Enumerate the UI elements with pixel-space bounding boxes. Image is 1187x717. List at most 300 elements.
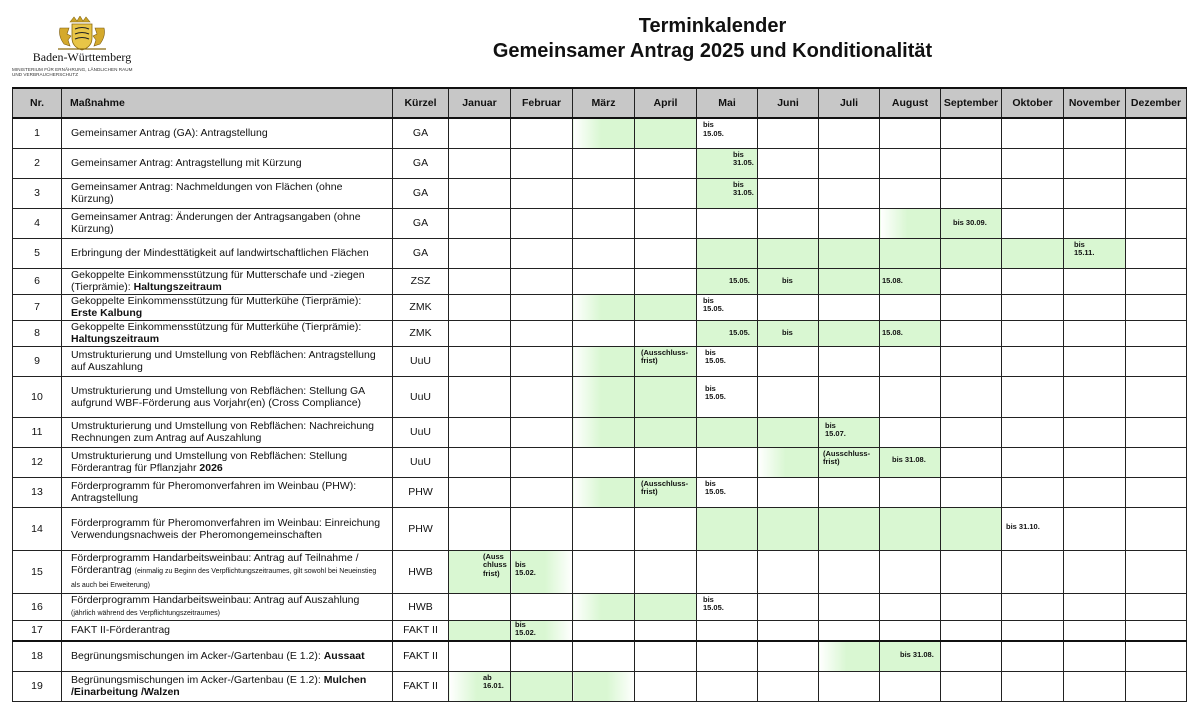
table-row [13, 346, 1187, 376]
month-cell [449, 447, 511, 477]
month-cell [1064, 208, 1126, 238]
month-cell [819, 238, 880, 268]
month-cell [1126, 641, 1187, 671]
month-cell [697, 477, 758, 507]
month-cell [635, 507, 697, 550]
massnahme-note: (jährlich während des Verpflichtungszeitraumes) [71, 609, 221, 617]
month-cell [1064, 620, 1126, 641]
month-cell [511, 320, 573, 346]
date-label: (Auss chluss frist) [483, 551, 507, 578]
header-month-juni: Juni [758, 88, 819, 118]
table-row [13, 376, 1187, 417]
month-cell [511, 178, 573, 208]
month-cell [449, 550, 511, 593]
month-cell [1064, 550, 1126, 593]
date-label: (Ausschluss- frist) [641, 347, 689, 365]
massnahme-cell [62, 671, 393, 701]
massnahme-cell [62, 447, 393, 477]
month-cell [880, 294, 941, 320]
month-cell [635, 641, 697, 671]
table-row [13, 550, 1187, 593]
date-label: bis 15.05. [703, 594, 724, 612]
row-number: 12 [13, 447, 62, 477]
month-cell [449, 671, 511, 701]
month-cell [573, 238, 635, 268]
date-label: bis 31.08. [900, 650, 934, 659]
header-month-juli: Juli [819, 88, 880, 118]
row-number: 10 [13, 376, 62, 417]
kuerzel-cell: UuU [393, 346, 449, 376]
month-cell [880, 447, 941, 477]
date-label: bis 15.05. [703, 120, 724, 138]
date-label: bis 15.05. [703, 295, 724, 313]
month-cell [758, 417, 819, 447]
row-number: 18 [13, 641, 62, 671]
month-cell [880, 417, 941, 447]
coat-of-arms-icon [56, 16, 108, 54]
month-cell [449, 148, 511, 178]
month-cell [1126, 238, 1187, 268]
month-cell [819, 346, 880, 376]
month-cell [697, 238, 758, 268]
massnahme-cell [62, 550, 393, 593]
month-cell [880, 593, 941, 620]
month-cell [880, 550, 941, 593]
month-cell [1064, 148, 1126, 178]
month-cell [941, 208, 1002, 238]
month-cell [880, 238, 941, 268]
massnahme-text: Gemeinsamer Antrag: Nachmeldungen von Flächen (ohne Kürzung) [71, 181, 343, 205]
massnahme-cell [62, 477, 393, 507]
massnahme-text: Gekoppelte Einkommensstützung für Mutterkühe (Tierprämie): [71, 295, 362, 307]
massnahme-cell [62, 417, 393, 447]
month-cell [941, 294, 1002, 320]
date-label: bis 31.05. [733, 149, 754, 167]
month-cell [635, 593, 697, 620]
ministry-logo [8, 16, 168, 86]
month-cell [819, 417, 880, 447]
month-cell [1064, 671, 1126, 701]
month-cell [697, 550, 758, 593]
month-cell [697, 671, 758, 701]
month-cell [449, 417, 511, 447]
header-month-dezember: Dezember [1126, 88, 1187, 118]
kuerzel-cell: ZSZ [393, 268, 449, 294]
date-label: (Ausschluss- frist) [641, 478, 689, 496]
month-cell [819, 641, 880, 671]
month-cell [819, 593, 880, 620]
month-cell [511, 294, 573, 320]
month-cell [1126, 550, 1187, 593]
month-cell [1126, 447, 1187, 477]
massnahme-cell [62, 507, 393, 550]
month-cell [1002, 238, 1064, 268]
month-cell [758, 620, 819, 641]
month-cell [1002, 641, 1064, 671]
month-cell [758, 550, 819, 593]
month-cell [1064, 346, 1126, 376]
month-cell [511, 208, 573, 238]
massnahme-cell [62, 346, 393, 376]
table-row [13, 447, 1187, 477]
month-cell [635, 550, 697, 593]
massnahme-bold-text: 2026 [199, 462, 223, 474]
month-cell [635, 294, 697, 320]
month-cell [758, 294, 819, 320]
date-label: bis 15.11. [1074, 239, 1095, 257]
header-nr: Nr. [13, 88, 62, 118]
month-cell [573, 208, 635, 238]
massnahme-text: Förderprogramm für Pheromonverfahren im Weinbau (PHW): Antragstellung [71, 480, 357, 504]
month-cell [697, 447, 758, 477]
month-cell [819, 118, 880, 148]
table-row [13, 118, 1187, 148]
month-cell [1002, 346, 1064, 376]
month-cell [1126, 148, 1187, 178]
table-row [13, 294, 1187, 320]
month-cell [635, 178, 697, 208]
month-cell [511, 620, 573, 641]
month-cell [635, 208, 697, 238]
month-cell [758, 477, 819, 507]
calendar-table [12, 87, 1187, 702]
massnahme-cell [62, 320, 393, 346]
month-cell [1002, 376, 1064, 417]
month-cell [758, 208, 819, 238]
month-cell [573, 447, 635, 477]
month-cell [573, 148, 635, 178]
date-label: bis 15.07. [825, 420, 846, 438]
massnahme-cell [62, 641, 393, 671]
month-cell [635, 620, 697, 641]
date-label: bis [782, 327, 793, 337]
kuerzel-cell: PHW [393, 507, 449, 550]
header-row [13, 88, 1187, 118]
brand-name: Baden-Württemberg [32, 50, 132, 64]
month-cell [1002, 118, 1064, 148]
month-cell [880, 268, 941, 294]
header-month-mai: Mai [697, 88, 758, 118]
massnahme-cell [62, 294, 393, 320]
month-cell [819, 550, 880, 593]
month-cell [941, 346, 1002, 376]
kuerzel-cell: UuU [393, 447, 449, 477]
massnahme-text: Gemeinsamer Antrag: Antragstellung mit Kürzung [71, 157, 302, 169]
date-label: (Ausschluss- frist) [823, 448, 871, 466]
month-cell [1064, 593, 1126, 620]
header-kuerzel: Kürzel [393, 88, 449, 118]
month-cell [697, 208, 758, 238]
row-number: 17 [13, 620, 62, 641]
month-cell [941, 148, 1002, 178]
table-row [13, 268, 1187, 294]
month-cell [511, 346, 573, 376]
table-row [13, 593, 1187, 620]
row-number: 5 [13, 238, 62, 268]
month-cell [697, 620, 758, 641]
month-cell [1126, 671, 1187, 701]
massnahme-text: Förderprogramm Handarbeitsweinbau: Antrag auf Teilnahme / Förderantrag [71, 551, 359, 576]
massnahme-text: Umstrukturierung und Umstellung von Rebflächen: Nachreichung Rechnungen zum Antrag auf Auszahlung [71, 420, 374, 444]
month-cell [758, 671, 819, 701]
kuerzel-cell: ZMK [393, 294, 449, 320]
month-cell [573, 550, 635, 593]
kuerzel-cell: UuU [393, 376, 449, 417]
month-cell [1064, 507, 1126, 550]
date-label: bis 15.05. [705, 347, 726, 365]
month-cell [573, 477, 635, 507]
month-cell [880, 376, 941, 417]
kuerzel-cell: UuU [393, 417, 449, 447]
month-cell [941, 118, 1002, 148]
header-month-januar: Januar [449, 88, 511, 118]
month-cell [1126, 178, 1187, 208]
month-cell [635, 346, 697, 376]
month-cell [941, 447, 1002, 477]
header-month-maerz: März [573, 88, 635, 118]
massnahme-text: Gekoppelte Einkommensstützung für Mutterkühe (Tierprämie): [71, 321, 362, 333]
kuerzel-cell: GA [393, 118, 449, 148]
month-cell [511, 671, 573, 701]
month-cell [449, 320, 511, 346]
month-cell [941, 238, 1002, 268]
month-cell [697, 417, 758, 447]
month-cell [1002, 178, 1064, 208]
month-cell [697, 507, 758, 550]
month-cell [941, 376, 1002, 417]
massnahme-note: (einmalig zu Beginn des Verpflichtungszeitraumes, gilt sowohl bei Neueinstieg als auch bei Erweiterung) [71, 567, 377, 589]
month-cell [511, 477, 573, 507]
kuerzel-cell: FAKT II [393, 620, 449, 641]
massnahme-cell [62, 376, 393, 417]
month-cell [819, 148, 880, 178]
month-cell [1002, 148, 1064, 178]
massnahme-bold-text: Aussaat [323, 650, 365, 663]
month-cell [697, 593, 758, 620]
row-number: 15 [13, 550, 62, 593]
date-label: 15.08. [882, 327, 903, 337]
massnahme-bold-text: Erste Kalbung [71, 307, 143, 319]
month-cell [1064, 447, 1126, 477]
month-cell [511, 148, 573, 178]
month-cell [1064, 294, 1126, 320]
month-cell [1126, 477, 1187, 507]
calendar-body [13, 118, 1187, 701]
month-cell [1064, 320, 1126, 346]
month-cell [449, 593, 511, 620]
month-cell [1064, 641, 1126, 671]
table-row [13, 477, 1187, 507]
month-cell [819, 178, 880, 208]
month-cell [1002, 417, 1064, 447]
month-cell [819, 671, 880, 701]
row-number: 7 [13, 294, 62, 320]
month-cell [511, 238, 573, 268]
month-cell [1126, 620, 1187, 641]
month-cell [941, 620, 1002, 641]
month-cell [758, 507, 819, 550]
month-cell [1002, 477, 1064, 507]
month-cell [573, 268, 635, 294]
date-label: bis 15.05. [705, 478, 726, 496]
massnahme-cell [62, 620, 393, 641]
header-month-august: August [880, 88, 941, 118]
month-cell [758, 148, 819, 178]
month-cell [1064, 417, 1126, 447]
month-cell [1002, 294, 1064, 320]
month-cell [635, 447, 697, 477]
table-row [13, 620, 1187, 641]
month-cell [1064, 477, 1126, 507]
massnahme-text: Gekoppelte Einkommensstützung für Mutterschafe und -ziegen (Tierprämie): [71, 269, 365, 293]
massnahme-text: FAKT II-Förderantrag [71, 624, 171, 637]
kuerzel-cell: FAKT II [393, 671, 449, 701]
month-cell [819, 620, 880, 641]
kuerzel-cell: GA [393, 148, 449, 178]
month-cell [1126, 417, 1187, 447]
ministry-name [12, 67, 172, 78]
header-month-april: April [635, 88, 697, 118]
date-label: bis 15.05. [705, 383, 726, 401]
month-cell [758, 447, 819, 477]
header-month-oktober: Oktober [1002, 88, 1064, 118]
massnahme-text: Umstrukturierung und Umstellung von Rebflächen: Stellung GA aufgrund WBF-Förderung aus Vorjahr(en) (Cross Compliance) [71, 384, 365, 409]
month-cell [880, 477, 941, 507]
massnahme-cell [62, 208, 393, 238]
massnahme-cell [62, 593, 393, 620]
month-cell [819, 268, 880, 294]
massnahme-bold-text: Haltungszeitraum [133, 281, 222, 293]
kuerzel-cell: FAKT II [393, 641, 449, 671]
month-cell [511, 447, 573, 477]
month-cell [880, 118, 941, 148]
month-cell [697, 641, 758, 671]
month-cell [1126, 268, 1187, 294]
date-label: ab 16.01. [483, 672, 504, 690]
month-cell [573, 294, 635, 320]
month-cell [758, 641, 819, 671]
row-number: 11 [13, 417, 62, 447]
month-cell [1126, 593, 1187, 620]
month-cell [1002, 507, 1064, 550]
massnahme-text: Umstrukturierung und Umstellung von Rebflächen: Antragstellung auf Auszahlung [71, 349, 376, 373]
massnahme-text: Gemeinsamer Antrag (GA): Antragstellung [71, 127, 268, 140]
row-number: 3 [13, 178, 62, 208]
table-row [13, 148, 1187, 178]
date-label: bis [782, 275, 793, 285]
month-cell [819, 447, 880, 477]
massnahme-text: Umstrukturierung und Umstellung von Rebflächen: Stellung Förderantrag für Pflanzjahr [71, 450, 348, 474]
month-cell [819, 208, 880, 238]
massnahme-text: Begrünungsmischungen im Acker-/Gartenbau (E 1.2): [71, 674, 324, 686]
kuerzel-cell: GA [393, 178, 449, 208]
month-cell [1002, 550, 1064, 593]
massnahme-text: Gemeinsamer Antrag: Änderungen der Antragsangaben (ohne Kürzung) [71, 211, 361, 235]
month-cell [1126, 118, 1187, 148]
row-number: 8 [13, 320, 62, 346]
month-cell [941, 641, 1002, 671]
kuerzel-cell: GA [393, 238, 449, 268]
massnahme-text: Förderprogramm für Pheromonverfahren im Weinbau: Einreichung Verwendungsnachweis der Pheromongemeinschaften [71, 516, 381, 541]
kuerzel-cell: HWB [393, 550, 449, 593]
month-cell [1126, 294, 1187, 320]
month-cell [449, 346, 511, 376]
row-number: 1 [13, 118, 62, 148]
month-cell [1064, 376, 1126, 417]
massnahme-cell [62, 238, 393, 268]
month-cell [1126, 320, 1187, 346]
month-cell [1002, 671, 1064, 701]
month-cell [1126, 346, 1187, 376]
kuerzel-cell: PHW [393, 477, 449, 507]
month-cell [941, 550, 1002, 593]
month-cell [758, 376, 819, 417]
month-cell [941, 593, 1002, 620]
month-cell [697, 294, 758, 320]
massnahme-cell [62, 148, 393, 178]
month-cell [880, 507, 941, 550]
month-cell [449, 620, 511, 641]
month-cell [635, 477, 697, 507]
month-cell [941, 178, 1002, 208]
month-cell [635, 148, 697, 178]
month-cell [449, 118, 511, 148]
table-row [13, 507, 1187, 550]
table-row [13, 208, 1187, 238]
month-cell [573, 593, 635, 620]
month-cell [449, 294, 511, 320]
month-cell [573, 376, 635, 417]
month-cell [697, 346, 758, 376]
month-cell [511, 593, 573, 620]
month-cell [511, 376, 573, 417]
table-row [13, 641, 1187, 671]
month-cell [635, 268, 697, 294]
month-cell [635, 671, 697, 701]
month-cell [511, 641, 573, 671]
month-cell [511, 417, 573, 447]
month-cell [697, 320, 758, 346]
month-cell [1064, 238, 1126, 268]
month-cell [1126, 507, 1187, 550]
month-cell [941, 477, 1002, 507]
month-cell [635, 376, 697, 417]
month-cell [758, 118, 819, 148]
month-cell [758, 268, 819, 294]
month-cell [1002, 268, 1064, 294]
month-cell [573, 507, 635, 550]
month-cell [697, 376, 758, 417]
month-cell [758, 346, 819, 376]
month-cell [941, 417, 1002, 447]
month-cell [1064, 178, 1126, 208]
month-cell [449, 376, 511, 417]
month-cell [819, 477, 880, 507]
month-cell [635, 320, 697, 346]
month-cell [758, 593, 819, 620]
month-cell [511, 507, 573, 550]
month-cell [449, 268, 511, 294]
month-cell [1002, 593, 1064, 620]
massnahme-cell [62, 118, 393, 148]
date-label: bis 31.08. [892, 454, 926, 464]
month-cell [941, 671, 1002, 701]
month-cell [573, 178, 635, 208]
month-cell [1064, 118, 1126, 148]
kuerzel-cell: GA [393, 208, 449, 238]
date-label: bis 15.02. [515, 559, 536, 577]
month-cell [449, 641, 511, 671]
